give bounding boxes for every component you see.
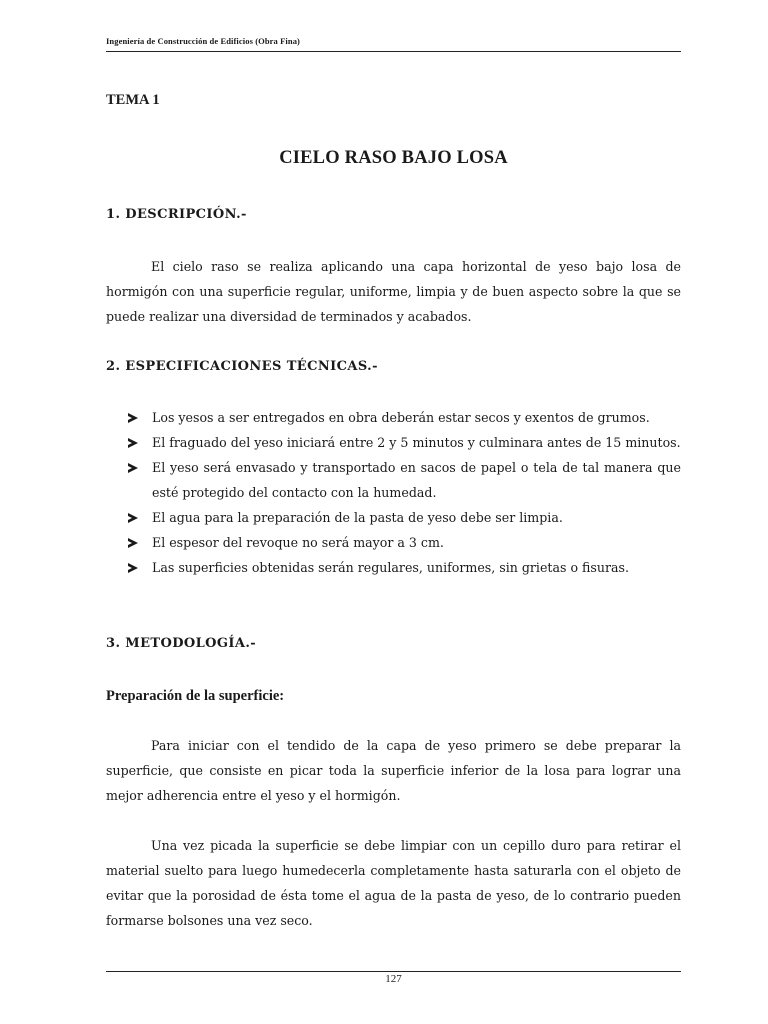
paragraph-preparacion: Para iniciar con el tendido de la capa de yeso primero se debe preparar la superficie, que consiste en picar toda la superficie inferior de la losa para lograr una mejor adherencia entre el yeso y el hormigón. — [106, 738, 681, 803]
arrowhead-bullet-icon — [128, 413, 138, 423]
arrowhead-bullet-icon — [128, 463, 138, 473]
header-divider — [106, 51, 681, 52]
running-header: Ingeniería de Construcción de Edificios (Obra Fina) — [106, 36, 300, 46]
arrowhead-bullet-icon — [128, 563, 138, 573]
section-heading-especificaciones: 2. ESPECIFICACIONES TÉCNICAS.- — [106, 359, 378, 374]
list-item — [106, 405, 681, 430]
arrowhead-bullet-icon — [128, 438, 138, 448]
list-item — [106, 505, 681, 530]
subsection-heading: Preparación de la superficie: — [106, 688, 285, 704]
footer-divider — [106, 971, 681, 972]
arrowhead-bullet-icon — [128, 513, 138, 523]
list-item-text: El yeso será envasado y transportado en sacos de papel o tela de tal manera que esté protegido del contacto con la humedad. — [152, 460, 681, 500]
list-item-text: El agua para la preparación de la pasta de yeso debe ser limpia. — [152, 510, 563, 525]
list-item-text: El espesor del revoque no será mayor a 3 cm. — [152, 535, 444, 550]
list-item — [106, 430, 681, 455]
page-title: CIELO RASO BAJO LOSA — [279, 148, 508, 168]
chapter-label: TEMA 1 — [106, 92, 160, 108]
list-item — [106, 455, 681, 505]
section-heading-metodologia: 3. METODOLOGÍA.- — [106, 636, 257, 651]
list-item-text: Las superficies obtenidas serán regulares, uniformes, sin grietas o fisuras. — [152, 560, 629, 575]
list-item-text: Los yesos a ser entregados en obra deberán estar secos y exentos de grumos. — [152, 410, 650, 425]
paragraph-descripcion: El cielo raso se realiza aplicando una capa horizontal de yeso bajo losa de hormigón con una superficie regular, uniforme, limpia y de buen aspecto sobre la que se puede realizar una diversidad de terminados y acabados. — [106, 259, 681, 324]
page-number: 127 — [385, 973, 402, 985]
arrowhead-bullet-icon — [128, 538, 138, 548]
list-item-text: El fraguado del yeso iniciará entre 2 y 5 minutos y culminara antes de 15 minutos. — [152, 435, 681, 450]
specifications-list — [106, 405, 681, 580]
paragraph-limpieza: Una vez picada la superficie se debe limpiar con un cepillo duro para retirar el material suelto para luego humedecerla completamente hasta saturarla con el objeto de evitar que la porosidad de ésta tome el agua de la pasta de yeso, de lo contrario pueden formarse bolsones una vez seco. — [106, 838, 681, 928]
list-item — [106, 555, 681, 580]
section-heading-descripcion: 1. DESCRIPCIÓN.- — [106, 207, 247, 222]
list-item — [106, 530, 681, 555]
